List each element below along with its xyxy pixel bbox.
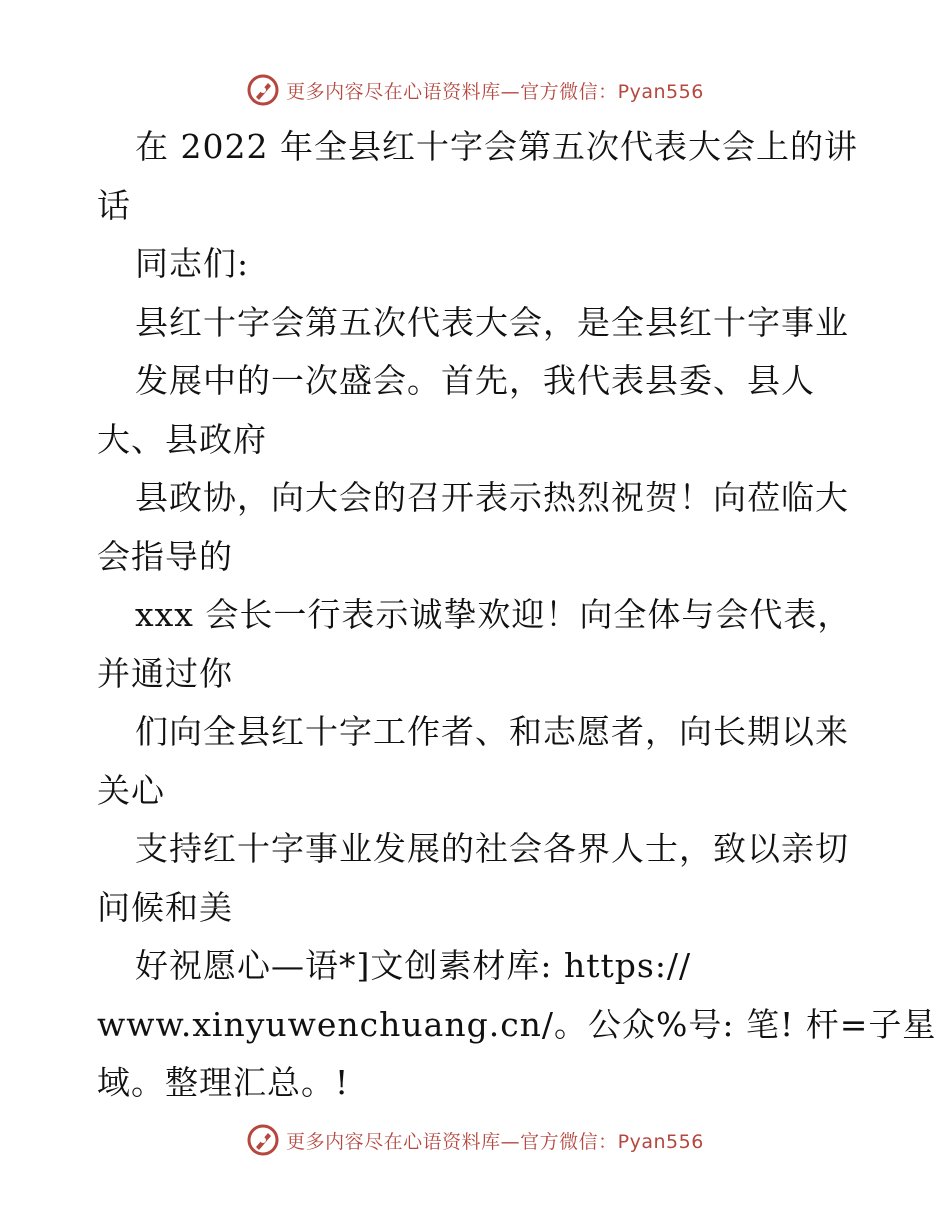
text-line: 会指导的 [97,536,233,576]
text-line: 问候和美 [97,887,233,927]
text-line: xxx 会长一行表示诚挚欢迎！向全体与会代表， [135,595,852,634]
text-line: 域。整理汇总。! [97,1063,350,1102]
text-line: 同志们: [135,244,250,283]
watermark-text: 更多内容尽在心语资料库—官方微信：Pyan556 [286,1130,704,1153]
text-line: www.xinyuwenchuang.cn/。公众%号: 笔! 杆=子星 [97,1004,937,1044]
text-line: 县红十字会第五次代表大会，是全县红十字事业 [135,302,849,342]
pen-logo-icon [246,73,280,107]
text-line: 县政协，向大会的召开表示热烈祝贺！向莅临大 [135,478,849,517]
text-line: 们向全县红十字工作者、和志愿者，向长期以来 [135,712,849,751]
document-body [97,118,937,1113]
text-line: 关心 [97,770,165,810]
watermark-text: 更多内容尽在心语资料库—官方微信：Pyan556 [286,80,704,103]
text-line: 好祝愿心—语*]文创素材库: https:// [135,946,692,985]
footer-watermark-banner [0,1120,950,1160]
text-line: 发展中的一次盛会。首先，我代表县委、县人 [135,361,815,400]
text-line: 在 2022 年全县红十字会第五次代表大会上的讲 [135,127,858,166]
text-line: 支持红十字事业发展的社会各界人士，致以亲切 [135,829,849,868]
pen-logo-icon [246,1123,280,1157]
header-watermark-banner [0,70,950,110]
text-line: 话 [97,185,131,225]
text-line: 大、县政府 [97,419,267,459]
text-line: 并通过你 [97,653,233,693]
